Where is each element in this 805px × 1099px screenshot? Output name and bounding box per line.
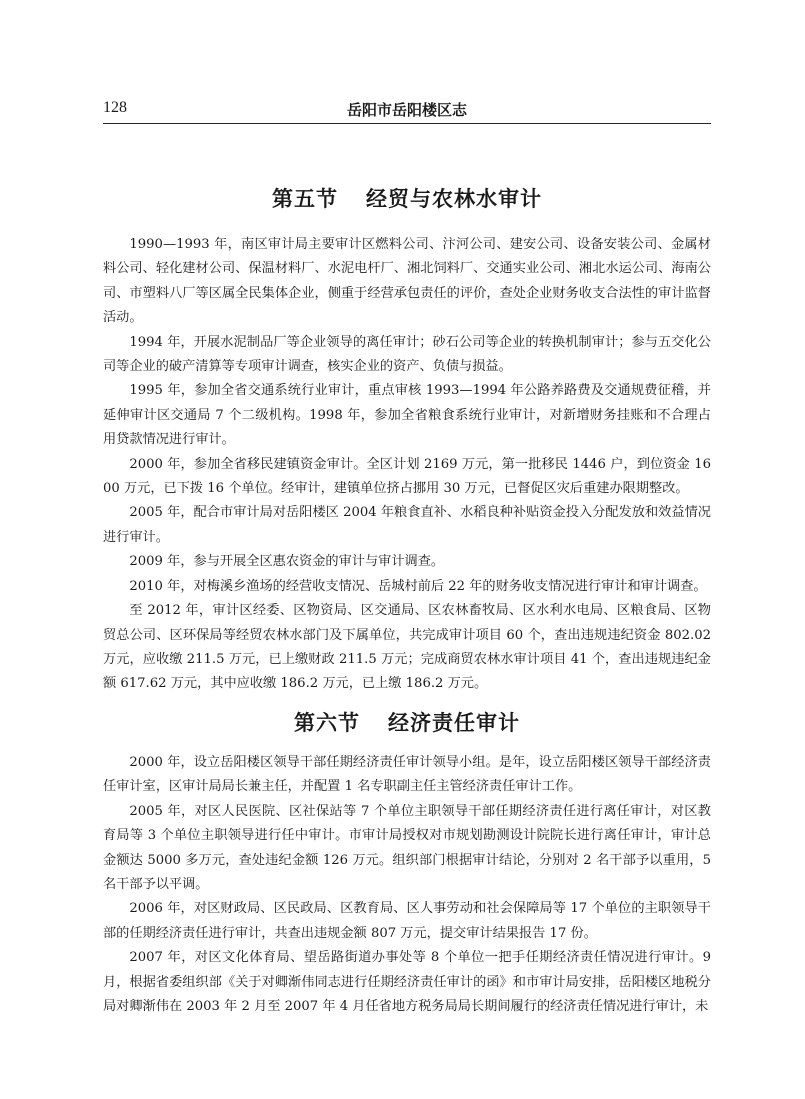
section-6 <box>103 707 711 1015</box>
paragraph: 2005 年，配合市审计局对岳阳楼区 2004 年粮食直补、水稻良种补贴资金投入分配发放和效益情况进行审计。 <box>103 505 711 545</box>
paragraph: 2006 年，对区财政局、区民政局、区教育局、区人事劳动和社会保障局等 17 个单位的主职领导干部的任期经济责任进行审计，共查出违规金额 807 万元，提交审计结果报告 17 份。 <box>103 901 711 941</box>
paragraph: 2000 年，设立岳阳楼区领导干部任期经济责任审计领导小组。是年，设立岳阳楼区领导干部经济责任审计室，区审计局局长兼主任，并配置 1 名专职副主任主管经济责任审计工作。 <box>103 755 711 795</box>
paragraph: 至 2012 年，审计区经委、区物资局、区交通局、区农林畜牧局、区水利水电局、区粮食局、区物贸总公司、区环保局等经贸农林水部门及下属单位，共完成审计项目 60 个，查出违规违纪资金 802.02 万元，应收缴 211.5 万元，已上缴财政 211.5 万元；完成商贸农林水审计项目 41 个，查出违规违纪金额 617.62 万元，其中应收缴 186.2 万元，已上缴 186.2 万元。 <box>103 603 711 692</box>
section-5-heading <box>103 183 711 213</box>
paragraph: 2000 年，参加全省移民建镇资金审计。全区计划 2169 万元，第一批移民 1446 户，到位资金 1600 万元，已下拨 16 个单位。经审计，建镇单位挤占挪用 30 万元，已督促区灾后重建办限期整改。 <box>103 456 711 497</box>
running-header <box>103 97 711 124</box>
section-6-heading <box>103 707 711 737</box>
book-title: 岳阳市岳阳楼区志 <box>346 101 467 119</box>
page-number: 128 <box>103 99 127 116</box>
paragraph: 1995 年，参加全省交通系统行业审计，重点审核 1993—1994 年公路养路费及交通规费征稽，并延伸审计区交通局 7 个二级机构。1998 年，参加全省粮食系统行业审计，对新增财务挂账和不合理占用贷款情况进行审计。 <box>103 383 711 448</box>
section-5-label: 第五节 <box>272 187 338 211</box>
paragraph: 2005 年，对区人民医院、区社保站等 7 个单位主职领导干部任期经济责任进行离任审计，对区教育局等 3 个单位主职领导进行任中审计。市审计局授权对市规划勘测设计院院长进行离任审计，审计总金额达 5000 多万元，查处违纪金额 126 万元。组织部门根据审计结论，分别对 2 名干部予以重用，5 名干部予以平调。 <box>103 803 711 893</box>
paragraph: 2009 年，参与开展全区惠农资金的审计与审计调查。 <box>129 554 445 570</box>
paragraph: 1994 年，开展水泥制品厂等企业领导的离任审计；砂石公司等企业的转换机制审计；参与五交化公司等企业的破产清算等专项审计调查，核实企业的资产、负债与损益。 <box>103 334 711 375</box>
section-6-label: 第六节 <box>294 711 360 735</box>
section-5-title: 经贸与农林水审计 <box>366 187 542 211</box>
section-5 <box>103 183 711 692</box>
paragraph: 2007 年，对区文化体育局、望岳路街道办事处等 8 个单位一把手任期经济责任情况进行审计。9 月，根据省委组织部《关于对卿渐伟同志进行任期经济责任审计的函》和市审计局安排，岳阳楼区地税分局对卿渐伟在 2003 年 2 月至 2007 年 4 月任省地方税务局局长期间履行的经济责任情况进行审计，未 <box>103 950 711 1015</box>
section-6-body <box>103 751 711 1019</box>
section-5-body <box>103 233 711 697</box>
paragraph: 1990—1993 年，南区审计局主要审计区燃料公司、汴河公司、建安公司、设备安装公司、金属材料公司、轻化建材公司、保温材料厂、水泥电杆厂、湘北饲料厂、交通实业公司、湘北水运公司、海南公司、市塑料八厂等区属全民集体企业，侧重于经营承包责任的评价，查处企业财务收支合法性的审计监督活动。 <box>103 237 711 326</box>
paragraph: 2010 年，对梅溪乡渔场的经营收支情况、岳城村前后 22 年的财务收支情况进行审计和审计调查。 <box>129 578 707 594</box>
section-6-title: 经济责任审计 <box>388 711 520 735</box>
